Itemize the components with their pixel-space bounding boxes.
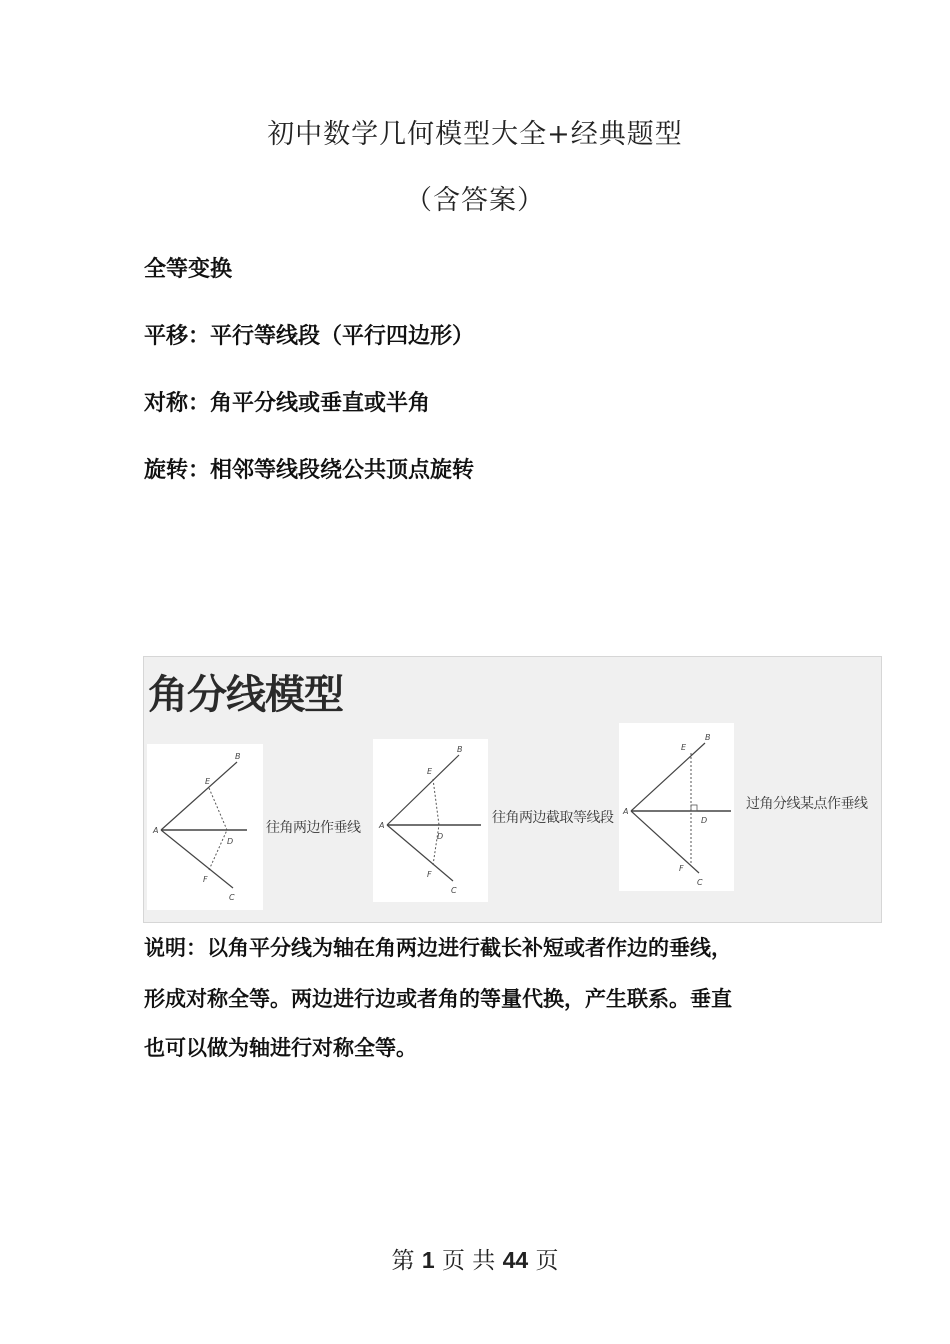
svg-text:E: E <box>427 767 433 776</box>
caption-equal-segments: 往角两边截取等线段 <box>492 810 614 826</box>
svg-text:F: F <box>679 864 684 873</box>
footer-page-number: 1 <box>421 1247 435 1273</box>
diagram-perpendiculars <box>147 744 263 910</box>
svg-text:F: F <box>427 870 432 879</box>
caption-perpendiculars: 往角两边作垂线 <box>266 820 361 836</box>
svg-text:D: D <box>701 816 708 825</box>
svg-text:A: A <box>379 821 385 830</box>
footer-prefix: 第 <box>391 1248 415 1274</box>
note-line-1: 说明：以角平分线为轴在角两边进行截长补短或者作边的垂线， <box>144 936 732 960</box>
point-label-c: C <box>229 893 235 902</box>
document-title: 初中数学几何模型大全+经典题型 <box>267 119 683 150</box>
point-label-b: B <box>235 752 241 761</box>
svg-text:B: B <box>705 733 711 742</box>
note-line-2: 形成对称全等。两边进行边或者角的等量代换，产生联系。垂直 <box>144 987 732 1011</box>
point-label-e: E <box>205 777 211 786</box>
section-symmetry: 对称：角平分线或垂直或半角 <box>144 391 431 416</box>
figure-title: 角分线模型 <box>148 672 343 718</box>
angle-bisector-figure <box>143 656 882 923</box>
page-footer <box>0 1242 950 1275</box>
diagram-perpendicular-through-point <box>619 723 734 891</box>
document-subtitle: （含答案） <box>405 185 545 216</box>
diagram-equal-segments <box>373 739 488 902</box>
svg-text:C: C <box>451 886 457 895</box>
note-line-3: 也可以做为轴进行对称全等。 <box>144 1036 417 1060</box>
svg-text:A: A <box>623 807 629 816</box>
point-label-a: A <box>153 826 159 835</box>
section-rotation: 旋转：相邻等线段绕公共顶点旋转 <box>144 458 475 483</box>
point-label-d: D <box>227 837 234 846</box>
svg-text:D: D <box>437 832 444 841</box>
point-label-f: F <box>203 875 208 884</box>
footer-suffix: 页 <box>535 1248 559 1274</box>
caption-perpendicular-through-point: 过角分线某点作垂线 <box>746 796 868 812</box>
svg-text:B: B <box>457 745 463 754</box>
svg-text:C: C <box>697 878 703 887</box>
svg-text:E: E <box>681 743 687 752</box>
footer-middle: 页 共 <box>441 1248 496 1274</box>
footer-total-pages: 44 <box>502 1247 529 1273</box>
section-heading-congruence: 全等变换 <box>144 257 233 282</box>
section-translation: 平移：平行等线段（平行四边形） <box>144 324 475 349</box>
